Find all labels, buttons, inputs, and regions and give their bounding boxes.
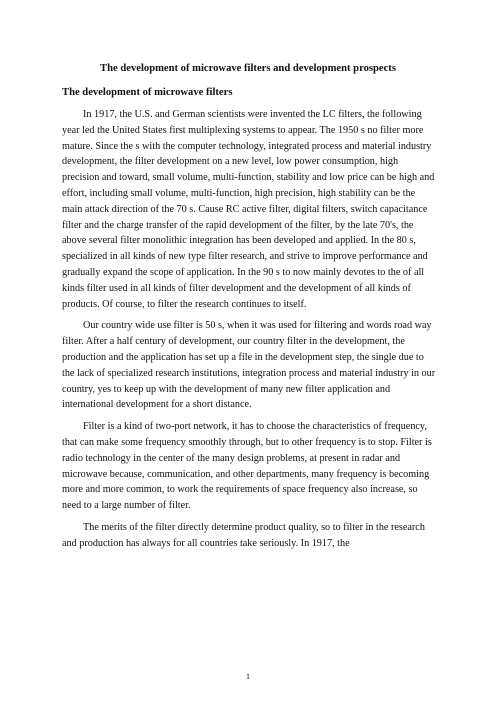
paragraph-2: Our country wide use filter is 50 s, when it was used for filtering and words road way filter. After a half century of development, our country filter in the development, the production and the application has set up a file in the development step, the single due to the lack of specialized research institutions, integration process and material industry in our country, yes to keep up with the development of many new filter application and international development for a short distance. [62, 320, 436, 411]
page-number: 1 [246, 672, 250, 681]
document-title: The development of microwave filters and development prospects [100, 63, 396, 74]
paragraph-4: The merits of the filter directly determine product quality, so to filter in the research and production has always for all countries take seriously. In 1917, the [62, 521, 425, 549]
paragraph-3: Filter is a kind of two-port network, it has to choose the characteristics of frequency, that can make some frequency smoothly through, but to other frequency is to stop. Filter is radio technology in the center of the many design problems, at present in radar and microwave because, communication, and other departments, many frequency is becoming more and more common, to work the requirements of space frequency also increase, so need to a large number of filter. [62, 421, 432, 512]
document-body [62, 107, 437, 558]
section-heading: The development of microwave filters [62, 87, 233, 98]
paragraph-1: In 1917, the U.S. and German scientists were invented the LC filters, the following year led the United States first multiplexing systems to appear. The 1950 s no filter more mature. Since the s with the computer technology, integrated process and material industry development, the filter development on a new level, low power consumption, high precision and toward, small volume, multi-function, stability and low price can be high and effort, including small volume, multi-function, high precision, high stability can be the main attack direction of the 70 s. Cause RC active filter, digital filters, switch capacitance filter and the charge transfer of the rapid development of the filter, by the late 70's, the above several filter monolithic integration has been developed and applied. In the 80 s, specialized in all kinds of new type filter research, and strive to improve performance and gradually expand the scope of application. In the 90 s to now mainly devotes to the of all kinds filter used in all kinds of filter development and the development of all kinds of products. Of course, to filter the research continues to itself. [62, 109, 435, 310]
